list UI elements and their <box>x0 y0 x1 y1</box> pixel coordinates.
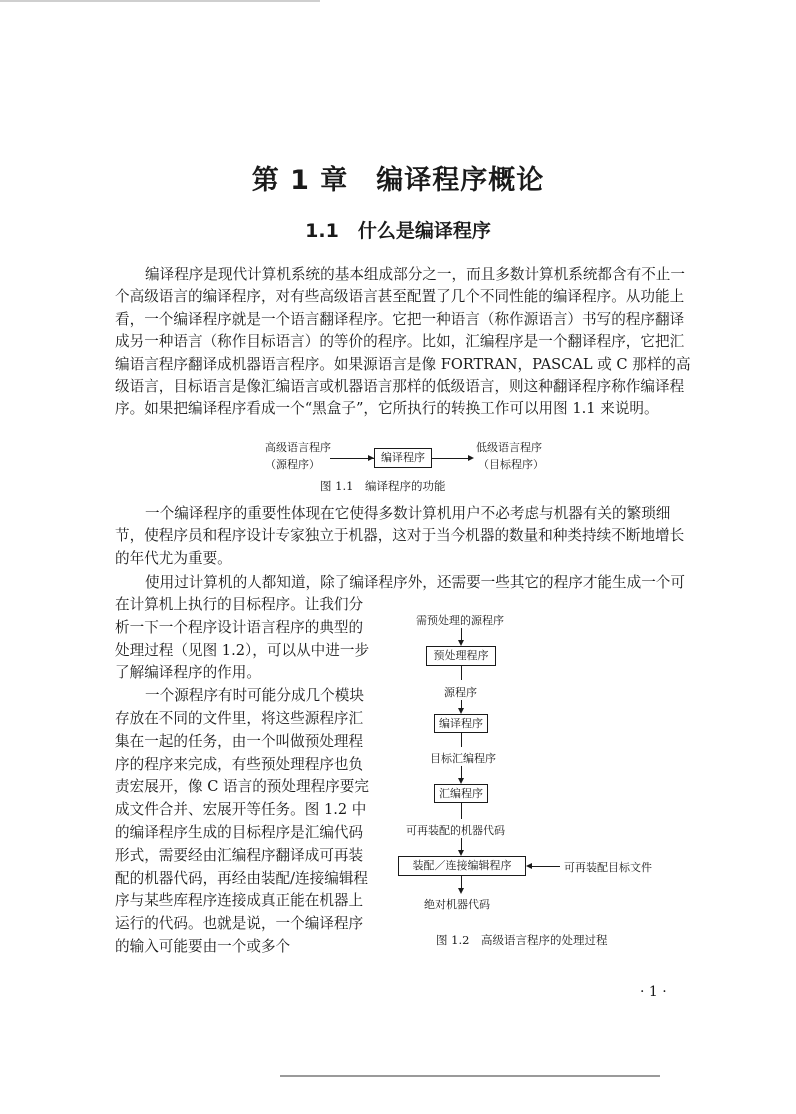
fig2-relocatable-label: 可再装配的机器代码 <box>406 824 505 837</box>
fig2-start-label: 需预处理的源程序 <box>416 614 504 627</box>
figure-1-1 <box>250 438 560 500</box>
paragraph-3-rest: 在计算机上执行的目标程序。让我们分析一下一个程序设计语言程序的典型的处理过程（见图 1.2），可以从中进一步了解编译程序的作用。 <box>115 596 370 682</box>
page-number: · 1 · <box>640 984 667 1000</box>
fig2-assembler-box: 汇编程序 <box>434 784 488 803</box>
fig1-caption: 图 1.1 编译程序的功能 <box>320 479 446 493</box>
fig2-linker-box: 装配／连接编辑程序 <box>398 856 526 876</box>
paragraph-4: 一个源程序有时可能分成几个模块存放在不同的文件里，将这些源程序汇集在一起的任务，由一个叫做预处理程序的程序来完成，有些预处理程序也负责宏展开，像 C 语言的预处理程序要完成文件合并、宏展开等任务。图 1.2 中的编译程序生成的目标程序是汇编代码形式，需要经由汇编程序翻译成可再装配的机器代码，再经由装配/连接编辑程序与某些库程序连接成真正能在机器上运行的代码。也就是说，一个编译程序的输入可能要由一个或多个 <box>115 687 369 955</box>
fig2-line-2 <box>461 666 462 680</box>
fig2-caption: 图 1.2 高级语言程序的处理过程 <box>436 933 608 947</box>
fig2-line-4 <box>461 733 462 747</box>
fig1-input-label-2: （源程序） <box>265 458 320 471</box>
chapter-title: 第 1 章 编译程序概论 <box>251 165 545 196</box>
fig1-compiler-box: 编译程序 <box>374 448 432 468</box>
fig2-side-input-label: 可再装配目标文件 <box>564 861 652 874</box>
fig1-arrow-out-line <box>432 458 472 459</box>
paragraph-3-line-1: 使用过计算机的人都知道，除了编译程序外，还需要一些其它的程序才能生成一个可 <box>145 574 685 591</box>
fig2-arrow-8 <box>458 888 464 894</box>
scan-bottom-edge <box>280 1075 660 1077</box>
fig2-compiler-box: 编译程序 <box>434 714 488 733</box>
fig2-absolute-label: 绝对机器代码 <box>424 898 490 911</box>
fig1-output-label-2: （目标程序） <box>478 458 544 471</box>
fig2-line-6 <box>461 803 462 819</box>
fig2-line-1 <box>461 628 462 640</box>
left-column-text <box>115 594 374 959</box>
fig1-input-label-1: 高级语言程序 <box>265 441 331 454</box>
fig2-source-label: 源程序 <box>444 686 477 699</box>
figure-1-2 <box>380 606 680 956</box>
section-title: 1.1 什么是编译程序 <box>305 220 491 242</box>
paragraph-2: 一个编译程序的重要性体现在它使得多数计算机用户不必考虑与机器有关的繁琐细节，使程序员和程序设计专家独立于机器，这对于当今机器的数量和种类持续不断地增长的年代尤为重要。 <box>115 505 685 567</box>
fig2-preprocessor-box: 预处理程序 <box>426 646 496 666</box>
fig1-arrow-out-head <box>468 455 474 461</box>
paragraph-1: 编译程序是现代计算机系统的基本组成部分之一，而且多数计算机系统都含有不止一个高级语言的编译程序，对有些高级语言甚至配置了几个不同性能的编译程序。从功能上看，一个编译程序就是一个语言翻译程序。它把一种语言（称作源语言）书写的程序翻译成另一种语言（称作目标语言）的等价的程序。比如，汇编程序是一个翻译程序，它把汇编语言程序翻译成机器语言程序。如果源语言是像 FORTRAN，PASCAL 或 C 那样的高级语言，目标语言是像汇编语言或机器语言那样的低级语言，则这种翻译程序称作编译程序。如果把编译程序看成一个“黑盒子”，它所执行的转换工作可以用图 1.1 来说明。 <box>115 266 691 418</box>
scan-top-edge <box>0 0 320 2</box>
fig2-side-arrow-line <box>532 866 560 867</box>
fig2-target-asm-label: 目标汇编程序 <box>430 752 496 765</box>
fig1-output-label-1: 低级语言程序 <box>476 441 542 454</box>
